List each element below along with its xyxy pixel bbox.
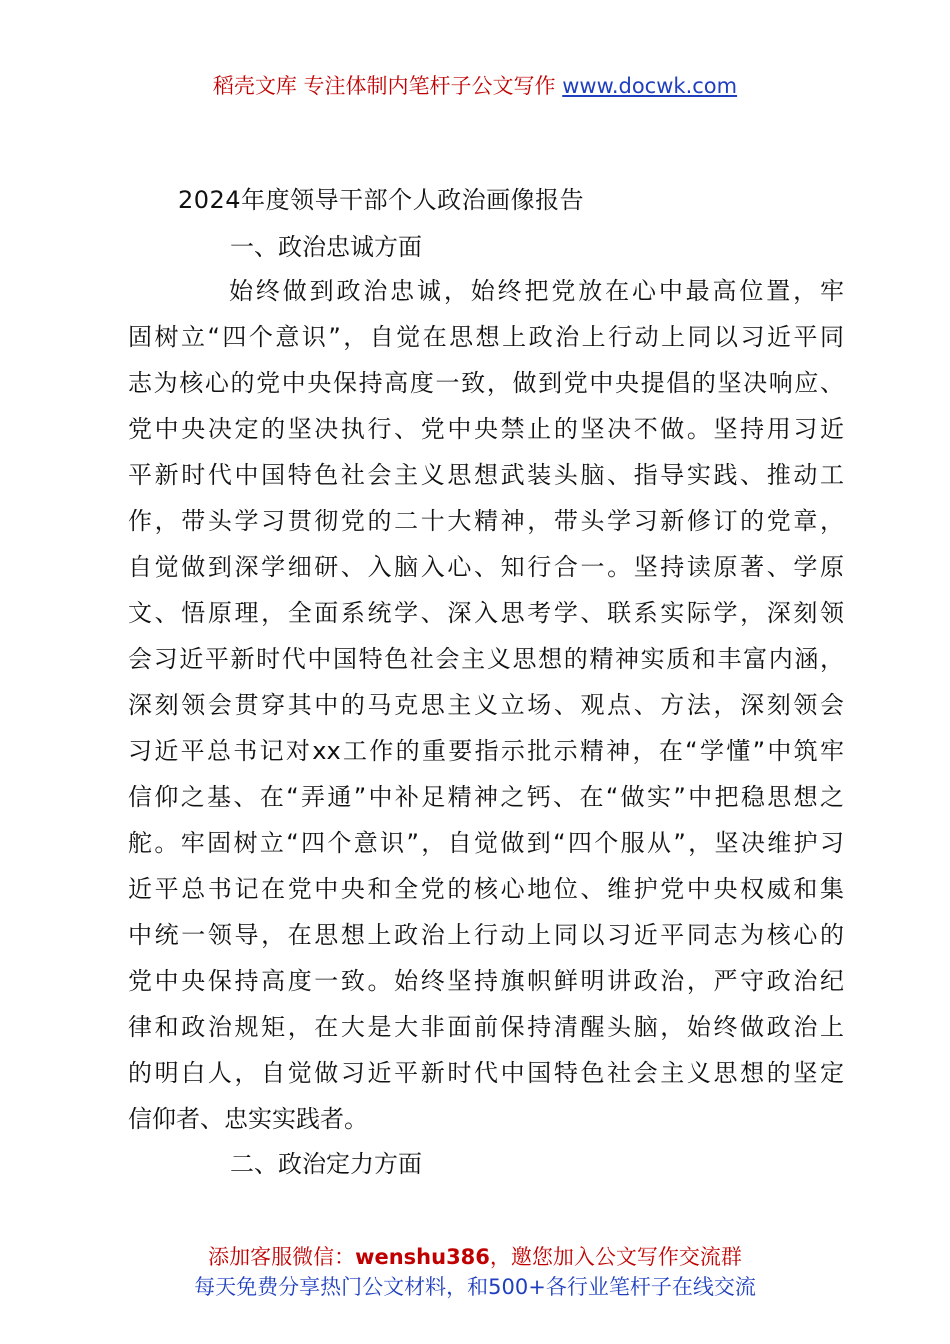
paragraph-line: 深刻领会贯穿其中的马克思主义立场、观点、方法，深刻领会 [128,691,844,719]
paragraph-line: 固树立“四个意识”，自觉在思想上政治上行动上同以习近平同 [128,323,844,351]
paragraph-line: 始终做到政治忠诚，始终把党放在心中最高位置，牢 [229,277,844,305]
paragraph-line: 习近平总书记对xx工作的重要指示批示精神，在“学懂”中筑牢 [128,737,844,765]
document-title: 2024年度领导干部个人政治画像报告 [178,186,585,214]
paragraph-line: 志为核心的党中央保持高度一致，做到党中央提倡的坚决响应、 [128,369,844,397]
paragraph-line: 信仰之基、在“弄通”中补足精神之钙、在“做实”中把稳思想之 [128,783,844,811]
header-slogan: 稻壳文库 专注体制内笔杆子公文写作 [212,74,563,98]
header-banner [0,70,950,100]
paragraph-line: 的明白人，自觉做习近平新时代中国特色社会主义思想的坚定 [128,1059,844,1087]
section2-heading: 二、政治定力方面 [230,1150,422,1178]
section1-heading: 一、政治忠诚方面 [230,233,422,261]
header-url-link[interactable]: www.docwk.com [562,74,738,98]
paragraph-line: 舵。牢固树立“四个意识”，自觉做到“四个服从”，坚决维护习 [128,829,844,857]
section1-paragraph [128,268,844,1142]
footer-banner [0,1242,950,1302]
footer-wechat-prefix: 添加客服微信： [208,1245,356,1269]
paragraph-line: 近平总书记在党中央和全党的核心地位、维护党中央权威和集 [128,875,844,903]
paragraph-line: 会习近平新时代中国特色社会主义思想的精神实质和丰富内涵， [128,645,844,673]
paragraph-line: 党中央保持高度一致。始终坚持旗帜鲜明讲政治，严守政治纪 [128,967,844,995]
paragraph-line: 文、悟原理，全面系统学、深入思考学、联系实际学，深刻领 [128,599,844,627]
paragraph-line: 律和政治规矩，在大是大非面前保持清醒头脑，始终做政治上 [128,1013,844,1041]
paragraph-line: 信仰者、忠实实践者。 [128,1105,368,1133]
paragraph-line: 作，带头学习贯彻党的二十大精神，带头学习新修订的党章， [128,507,844,535]
paragraph-line: 平新时代中国特色社会主义思想武装头脑、指导实践、推动工 [128,461,844,489]
footer-wechat-suffix: ，邀您加入公文写作交流群 [489,1245,742,1269]
paragraph-line: 党中央决定的坚决执行、党中央禁止的坚决不做。坚持用习近 [128,415,844,443]
footer-wechat-id: wenshu386 [355,1245,490,1269]
footer-line-share: 每天免费分享热门公文材料，和500+各行业笔杆子在线交流 [194,1275,756,1299]
paragraph-line: 中统一领导，在思想上政治上行动上同以习近平同志为核心的 [128,921,844,949]
paragraph-line: 自觉做到深学细研、入脑入心、知行合一。坚持读原著、学原 [128,553,844,581]
footer-line-wechat [0,1242,950,1272]
